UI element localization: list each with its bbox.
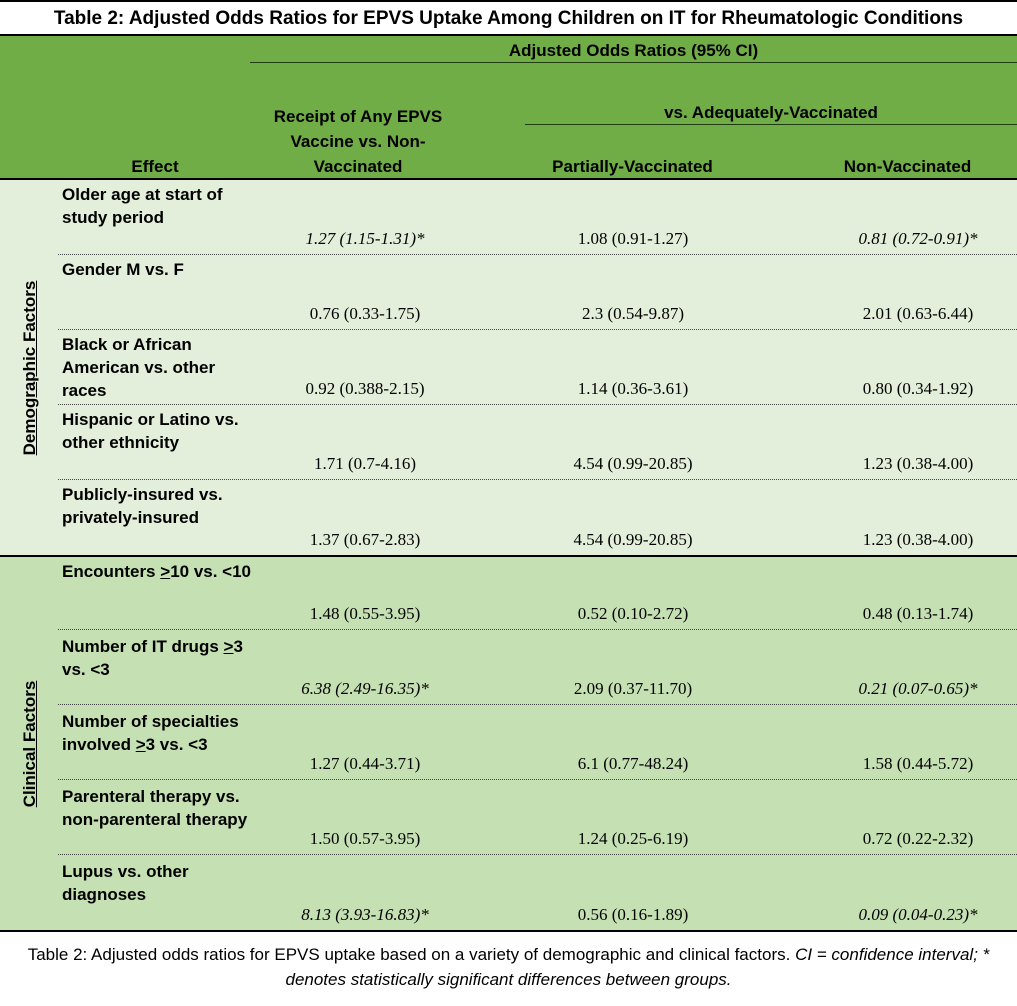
table-row [58,405,1017,480]
caption-text: Table 2: Adjusted odds ratios for EPVS uptake based on a variety of demographic and clinical factors. [27,945,796,964]
row-partially-vaccinated-value: 2.3 (0.54-9.87) [582,304,684,323]
row-partially-vaccinated-value: 0.56 (0.16-1.89) [577,905,689,924]
row-partially-vaccinated-value: 0.52 (0.10-2.72) [577,604,689,623]
row-partially-vaccinated-value: 1.08 (0.91-1.27) [577,229,689,248]
row-effect: Gender M vs. F [62,260,184,279]
row-non-vaccinated-value: 2.01 (0.63-6.44) [862,304,974,323]
row-non-vaccinated-value: 1.23 (0.38-4.00) [862,454,974,473]
row-effect: Hispanic or Latino vs. other ethnicity [62,410,239,452]
table-title: Table 2: Adjusted Odds Ratios for EPVS Uptake Among Children on IT for Rheumatologic Conditions [0,0,1017,36]
row-any-vaccine-value: 0.92 (0.388-2.15) [305,379,425,398]
row-effect: Black or African American vs. other races [62,335,216,400]
row-any-vaccine-value: 6.38 (2.49-16.35)* [301,679,429,698]
col-partially-vaccinated-header: Partially-Vaccinated [552,157,713,176]
col-any-vaccine-header: Receipt of Any EPVS Vaccine vs. Non-Vaccinated [273,107,443,176]
row-effect: Number of IT drugs >3 vs. <3 [62,637,243,679]
row-effect: Parenteral therapy vs. non-parenteral therapy [62,787,248,829]
table-header [0,36,1017,180]
row-any-vaccine-value: 1.48 (0.55-3.95) [309,604,421,623]
row-partially-vaccinated-value: 6.1 (0.77-48.24) [577,754,689,773]
col-non-vaccinated-header: Non-Vaccinated [843,157,972,176]
row-partially-vaccinated-value: 4.54 (0.99-20.85) [573,454,693,473]
row-partially-vaccinated-value: 1.14 (0.36-3.61) [577,379,689,398]
table-row [58,180,1017,255]
caption-note: CI = confidence interval; * denotes statistically significant differences between groups. [285,945,990,989]
row-any-vaccine-value: 8.13 (3.93-16.83)* [301,905,429,924]
row-effect: Older age at start of study period [62,185,223,227]
row-non-vaccinated-value: 0.81 (0.72-0.91)* [858,229,978,248]
row-any-vaccine-value: 1.37 (0.67-2.83) [309,530,421,549]
effect-header: Effect [131,157,179,176]
row-any-vaccine-value: 1.71 (0.7-4.16) [314,454,416,473]
table-row [58,557,1017,630]
table-row [58,632,1017,705]
row-any-vaccine-value: 1.50 (0.57-3.95) [309,829,421,848]
row-effect: Publicly-insured vs. privately-insured [62,485,223,527]
demographic-group-label: Demographic Factors [20,280,39,455]
row-effect: Encounters >10 vs. <10 [62,562,252,581]
clinical-group-label: Clinical Factors [20,680,39,807]
row-non-vaccinated-value: 0.09 (0.04-0.23)* [858,905,978,924]
row-effect: Number of specialties involved >3 vs. <3 [62,712,239,754]
row-non-vaccinated-value: 1.23 (0.38-4.00) [862,530,974,549]
row-non-vaccinated-value: 0.72 (0.22-2.32) [862,829,974,848]
table-row [58,782,1017,855]
row-partially-vaccinated-value: 2.09 (0.37-11.70) [573,679,693,698]
aor-span-header: Adjusted Odds Ratios (95% CI) [508,41,759,60]
table-row [58,707,1017,780]
row-non-vaccinated-value: 0.48 (0.13-1.74) [862,604,974,623]
row-any-vaccine-value: 1.27 (0.44-3.71) [309,754,421,773]
vs-span-rule [525,124,1017,125]
row-non-vaccinated-value: 0.21 (0.07-0.65)* [858,679,978,698]
vs-span-header: vs. Adequately-Vaccinated [664,103,878,122]
aor-span-rule [250,62,1017,63]
table-caption [0,930,1017,1006]
row-non-vaccinated-value: 1.58 (0.44-5.72) [862,754,974,773]
row-any-vaccine-value: 0.76 (0.33-1.75) [309,304,421,323]
table-row [58,480,1017,555]
table-row [58,330,1017,405]
row-partially-vaccinated-value: 4.54 (0.99-20.85) [573,530,693,549]
row-effect: Lupus vs. other diagnoses [62,862,189,904]
row-non-vaccinated-value: 0.80 (0.34-1.92) [862,379,974,398]
row-any-vaccine-value: 1.27 (1.15-1.31)* [305,229,425,248]
row-partially-vaccinated-value: 1.24 (0.25-6.19) [577,829,689,848]
table-row [58,857,1017,930]
table-row [58,255,1017,330]
